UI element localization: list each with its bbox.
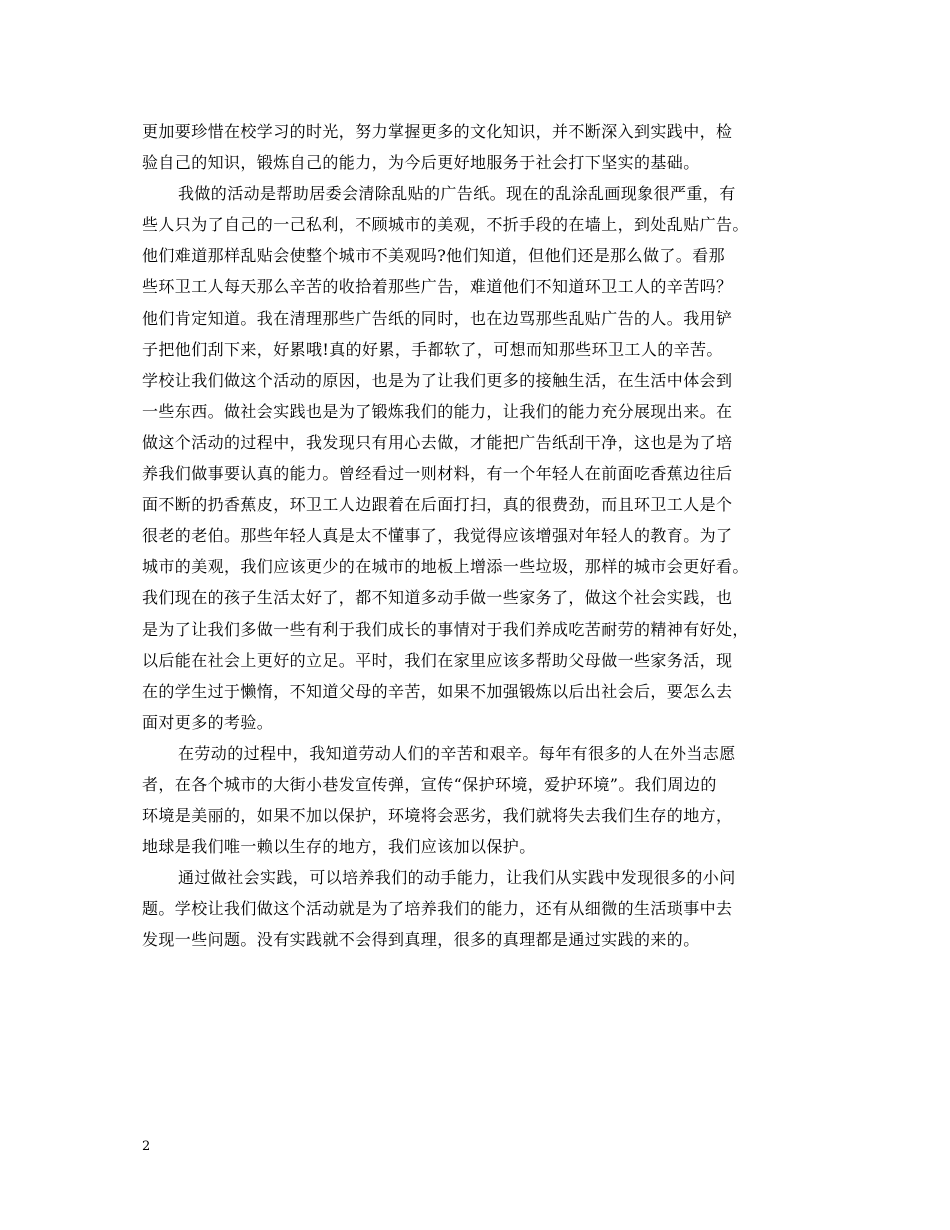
text-line: 是为了让我们多做一些有利于我们成长的事情对于我们养成吃苦耐劳的精神有好处， bbox=[142, 619, 749, 639]
text-line: 环境是美丽的，如果不加以保护，环境将会恶劣，我们就将失去我们生存的地方， bbox=[142, 806, 733, 826]
text-line: 在的学生过于懒惰，不知道父母的辛苦，如果不加强锻炼以后出社会后，要怎么去 bbox=[142, 681, 733, 701]
paragraph-first-line: 通过做社会实践，可以培养我们的动手能力，让我们从实践中发现很多的小问 bbox=[178, 868, 736, 888]
text-line: 更加要珍惜在校学习的时光，努力掌握更多的文化知识，并不断深入到实践中，检 bbox=[142, 122, 733, 141]
text-line: 题。学校让我们做这个活动就是为了培养我们的能力，还有从细微的生活琐事中去 bbox=[142, 899, 733, 919]
text-line: 养我们做事要认真的能力。曾经看过一则材料，有一个年轻人在前面吃香蕉边往后 bbox=[142, 464, 733, 484]
text-line: 城市的美观，我们应该更少的在城市的地板上增添一些垃圾，那样的城市会更好看。 bbox=[142, 557, 749, 577]
text-line: 一些东西。做社会实践也是为了锻炼我们的能力，让我们的能力充分展现出来。在 bbox=[142, 401, 733, 421]
text-line: 发现一些问题。没有实践就不会得到真理，很多的真理都是通过实践的来的。 bbox=[142, 930, 700, 950]
text-line: 验自己的知识，锻炼自己的能力，为今后更好地服务于社会打下坚实的基础。 bbox=[142, 153, 700, 173]
text-line: 做这个活动的过程中，我发现只有用心去做，才能把广告纸刮干净，这也是为了培 bbox=[142, 432, 733, 452]
text-line: 者，在各个城市的大街小巷发宣传弹，宣传“保护环境，爱护环境”。我们周边的 bbox=[142, 774, 717, 794]
text-line: 面不断的扔香蕉皮，环卫工人边跟着在后面打扫，真的很费劲，而且环卫工人是个 bbox=[142, 495, 733, 515]
page-number: 2 bbox=[142, 1139, 151, 1154]
text-line: 他们肯定知道。我在清理那些广告纸的同时，也在边骂那些乱贴广告的人。我用铲 bbox=[142, 308, 733, 328]
paragraph-first-line: 我做的活动是帮助居委会清除乱贴的广告纸。现在的乱涂乱画现象很严重，有 bbox=[178, 184, 736, 204]
text-line: 地球是我们唯一赖以生存的地方，我们应该加以保护。 bbox=[142, 837, 536, 857]
body-text bbox=[142, 116, 814, 956]
text-line: 子把他们刮下来，好累哦!真的好累，手都软了，可想而知那些环卫工人的辛苦。 bbox=[142, 339, 723, 359]
paragraph-first-line: 在劳动的过程中，我知道劳动人们的辛苦和艰辛。每年有很多的人在外当志愿 bbox=[178, 743, 736, 763]
text-line: 学校让我们做这个活动的原因，也是为了让我们更多的接触生活，在生活中体会到 bbox=[142, 370, 733, 390]
text-line: 他们难道那样乱贴会使整个城市不美观吗?他们知道，但他们还是那么做了。看那 bbox=[142, 246, 725, 266]
text-line: 以后能在社会上更好的立足。平时，我们在家里应该多帮助父母做一些家务活，现 bbox=[142, 650, 733, 670]
text-line: 很老的老伯。那些年轻人真是太不懂事了，我觉得应该增强对年轻人的教育。为了 bbox=[142, 526, 733, 546]
text-line: 我们现在的孩子生活太好了，都不知道多动手做一些家务了，做这个社会实践，也 bbox=[142, 588, 733, 608]
text-line: 面对更多的考验。 bbox=[142, 712, 274, 732]
text-line: 些环卫工人每天那么辛苦的收拾着那些广告，难道他们不知道环卫工人的辛苦吗？ bbox=[142, 277, 733, 297]
text-line: 些人只为了自己的一己私利，不顾城市的美观，不折手段的在墙上，到处乱贴广告。 bbox=[142, 215, 749, 235]
